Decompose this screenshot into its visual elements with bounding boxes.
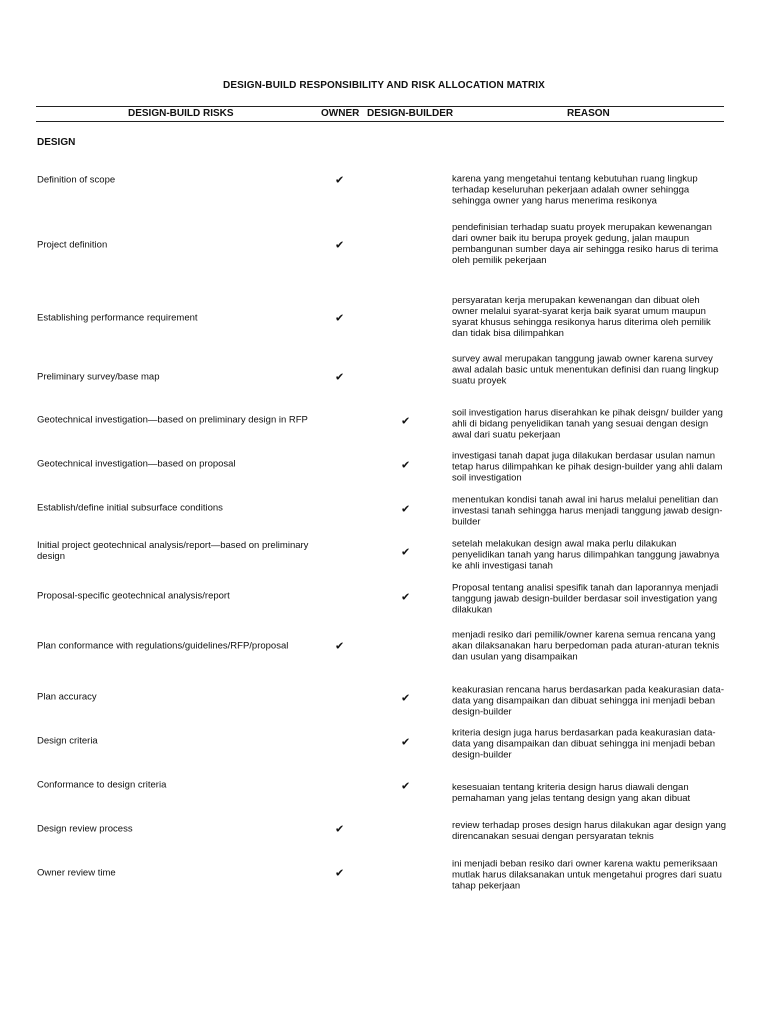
design-builder-check-icon: ✔ (401, 780, 411, 793)
risk-label: Proposal-specific geotechnical analysis/report (37, 590, 230, 602)
header-design-builder: DESIGN-BUILDER (367, 108, 454, 119)
risk-label: Preliminary survey/base map (37, 371, 160, 383)
risk-label: Establish/define initial subsurface conditions (37, 502, 223, 514)
design-builder-check-icon: ✔ (401, 736, 411, 749)
header-top-rule (36, 106, 724, 107)
reason-text: menentukan kondisi tanah awal ini harus melalui penelitian dan investasi tanah sehingga harus menjadi tanggung jawab design-builder (452, 494, 723, 528)
risk-label: Definition of scope (37, 174, 116, 186)
risk-label: Geotechnical investigation—based on proposal (37, 458, 236, 470)
owner-check-icon: ✔ (335, 174, 345, 187)
owner-check-icon: ✔ (335, 823, 345, 836)
reason-text: pendefinisian terhadap suatu proyek merupakan kewenangan dari owner baik itu berupa proyek gedung, jalan maupun pembangunan sumber daya air sehingga resiko harus di terima oleh pemilik pekerjaan (452, 222, 719, 266)
header-bottom-rule (36, 121, 724, 122)
header-reason: REASON (567, 108, 610, 119)
header-owner: OWNER (321, 108, 360, 119)
design-builder-check-icon: ✔ (401, 503, 411, 516)
reason-text: menjadi resiko dari pemilik/owner karena semua rencana yang akan dilaksanakan haru berpedoman pada aturan-aturan teknis dan usulan yang disampaikan (452, 629, 720, 663)
owner-check-icon: ✔ (335, 239, 345, 252)
reason-text: setelah melakukan design awal maka perlu dilakukan penyelidikan tanah yang harus dilimpahkan tanggung jawabnya ke ahli investigasi tanah (452, 538, 720, 572)
reason-text: Proposal tentang analisi spesifik tanah dan laporannya menjadi tanggung jawab design-builder berdasar soil investigation yang dilakukan (452, 582, 719, 616)
matrix-title: DESIGN-BUILD RESPONSIBILITY AND RISK ALLOCATION MATRIX (223, 80, 545, 91)
risk-label: Plan accuracy (37, 691, 97, 703)
design-builder-check-icon: ✔ (401, 459, 411, 472)
reason-text: review terhadap proses design harus dilakukan agar design yang direncanakan sesuai dengan persyaratan teknis (452, 820, 727, 842)
reason-text: kriteria design juga harus berdasarkan pada keakurasian data-data yang disampaikan dan dibuat sehingga ini menjadi beban design-builder (452, 727, 716, 761)
reason-text: keakurasian rencana harus berdasarkan pada keakurasian data-data yang disampaikan dan dibuat sehingga ini menjadi beban design-builder (452, 684, 724, 718)
risk-label: Design criteria (37, 735, 98, 747)
reason-text: karena yang mengetahui tentang kebutuhan ruang lingkup terhadap keseluruhan pekerjaan adalah owner sehingga sehingga owner yang harus menerima resikonya (452, 173, 698, 207)
design-builder-check-icon: ✔ (401, 546, 411, 559)
section-label-design: DESIGN (37, 137, 76, 148)
reason-text: investigasi tanah dapat juga dilakukan berdasar usulan namun tetap harus dilimpahkan ke pihak design-builder yang ahli dalam soil investigation (452, 450, 723, 484)
risk-label: Project definition (37, 239, 108, 251)
design-builder-check-icon: ✔ (401, 692, 411, 705)
risk-label: Initial project geotechnical analysis/report—based on preliminary design (37, 540, 309, 562)
reason-text: ini menjadi beban resiko dari owner karena waktu pemeriksaan mutlak harus dilaksanakan untuk mengetahui progres dari suatu tahap pekerjaan (452, 858, 722, 892)
owner-check-icon: ✔ (335, 371, 345, 384)
reason-text: persyaratan kerja merupakan kewenangan dan dibuat oleh owner melalui syarat-syarat kerja baik syarat umum maupun syarat khusus sehingga resikonya harus diterima oleh pemilik dan tidak bisa dilimpahkan (452, 295, 711, 339)
design-builder-check-icon: ✔ (401, 415, 411, 428)
owner-check-icon: ✔ (335, 867, 345, 880)
design-builder-check-icon: ✔ (401, 591, 411, 604)
reason-text: soil investigation harus diserahkan ke pihak deisgn/ builder yang ahli di bidang penyelidikan tanah yang sesuai dengan design awal dari suatu pekerjaan (452, 407, 723, 441)
reason-text: survey awal merupakan tanggung jawab owner karena survey awal adalah basic untuk menentukan definisi dan ruang lingkup suatu proyek (452, 353, 719, 387)
risk-label: Owner review time (37, 867, 116, 879)
risk-label: Design review process (37, 823, 133, 835)
owner-check-icon: ✔ (335, 312, 345, 325)
owner-check-icon: ✔ (335, 640, 345, 653)
header-risks: DESIGN-BUILD RISKS (128, 108, 234, 119)
reason-text: kesesuaian tentang kriteria design harus diawali dengan pemahaman yang jelas tentang design yang akan dibuat (452, 782, 691, 804)
risk-label: Geotechnical investigation—based on preliminary design in RFP (37, 414, 308, 426)
risk-label: Establishing performance requirement (37, 312, 198, 324)
risk-label: Conformance to design criteria (37, 779, 167, 791)
risk-label: Plan conformance with regulations/guidelines/RFP/proposal (37, 640, 289, 652)
